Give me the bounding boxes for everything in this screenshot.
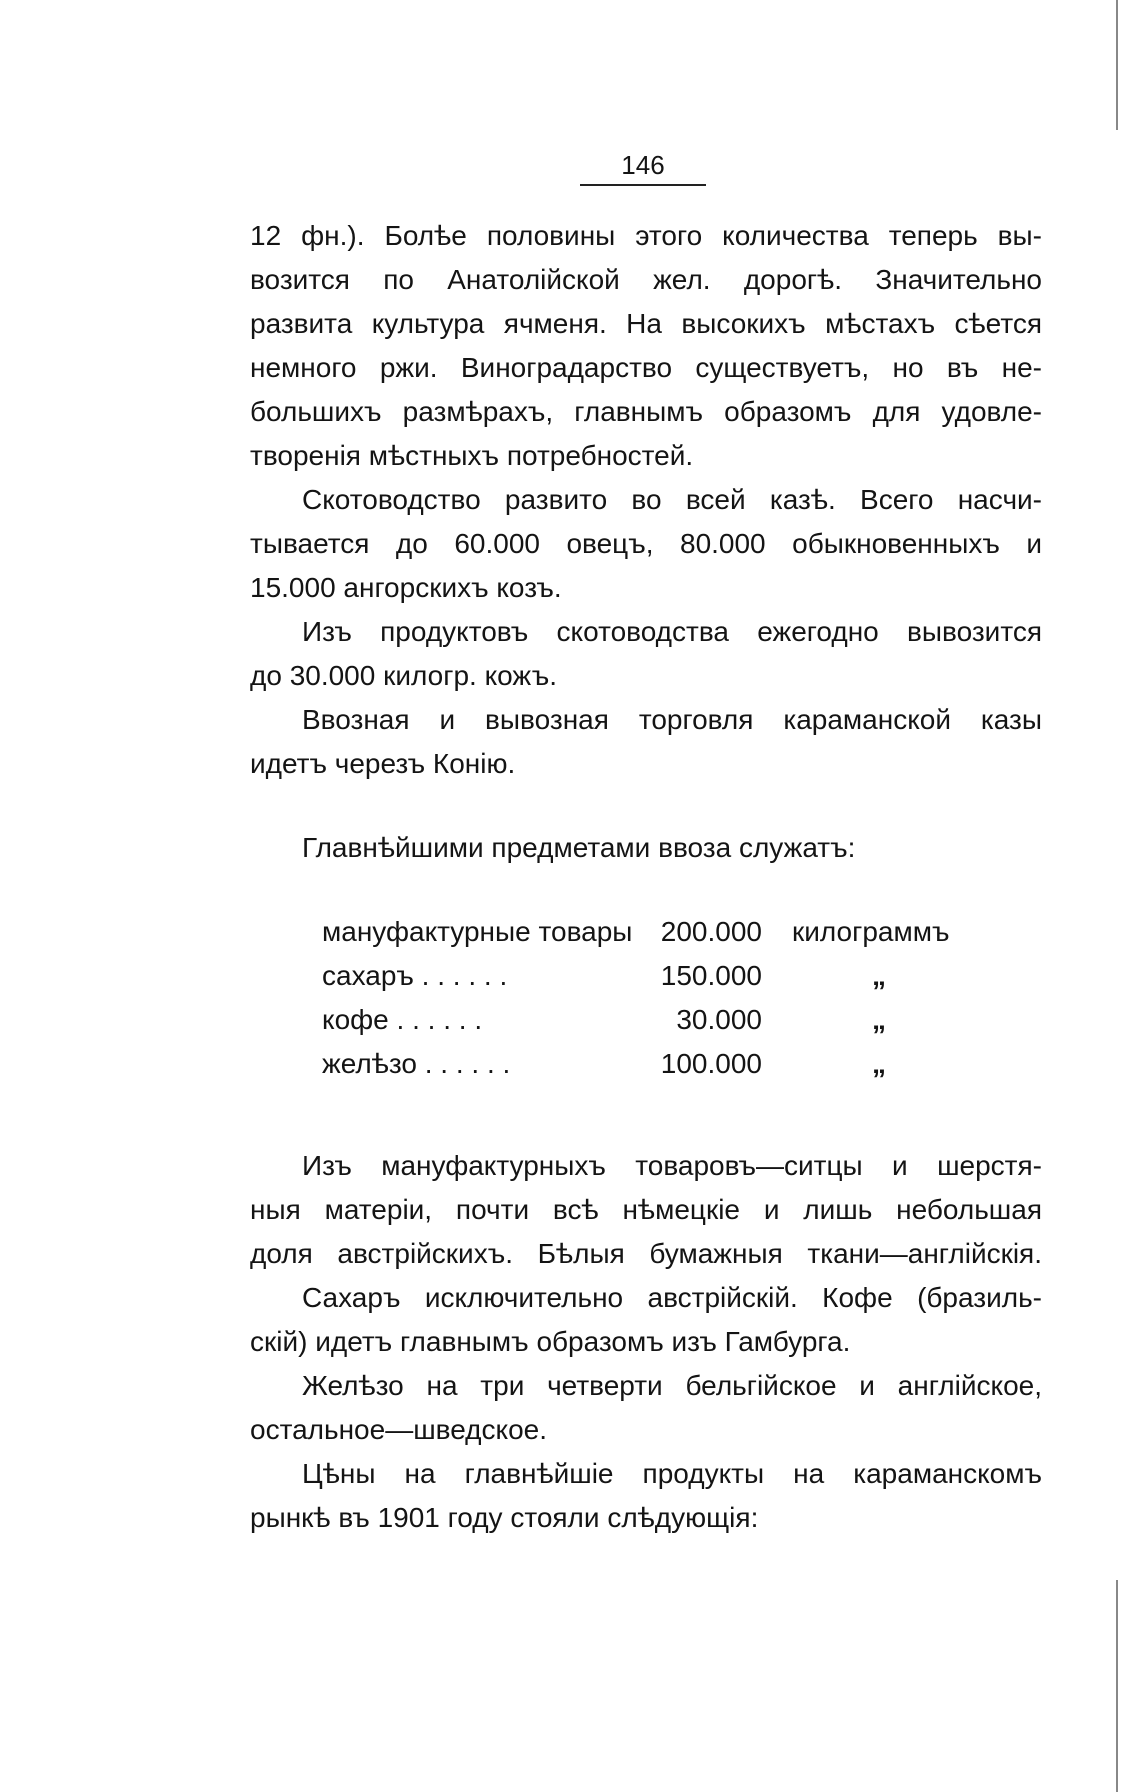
table-row	[322, 910, 1022, 954]
table-row	[322, 998, 1022, 1042]
text-line: идетъ черезъ Конію.	[250, 748, 516, 779]
table-row	[322, 954, 1022, 998]
text-line: Ввозная и вывозная торговля караманской казы	[302, 704, 1042, 735]
imports-heading-text: Главнѣйшими предметами ввоза служатъ:	[302, 832, 856, 863]
import-item: кофе . . . . . .	[322, 1004, 483, 1035]
import-quantity: 30.000	[676, 1004, 762, 1035]
paragraph-crops	[250, 214, 1042, 478]
paragraph-livestock	[250, 478, 1042, 610]
import-quantity: 200.000	[660, 916, 762, 947]
text-line: тывается до 60.000 овецъ, 80.000 обыкновенныхъ и	[250, 528, 1042, 559]
import-quantity: 150.000	[660, 960, 762, 991]
text-line: 12 фн.). Болѣе половины этого количества теперь вы-	[250, 220, 1042, 251]
page-number: 146	[621, 150, 665, 180]
text-line: развита культура ячменя. На высокихъ мѣстахъ сѣется	[250, 308, 1042, 339]
paragraph-textiles	[250, 1144, 1042, 1276]
import-item: сахаръ . . . . . .	[322, 960, 508, 991]
scan-edge-line	[1116, 0, 1118, 130]
text-line: Сахаръ исключительно австрійскій. Кофе (бразиль-	[302, 1282, 1042, 1313]
paragraph-prices	[250, 1452, 1042, 1540]
text-line: доля австрійскихъ. Бѣлыя бумажныя ткани—англійскія.	[250, 1238, 1042, 1269]
text-line: рынкѣ въ 1901 году стояли слѣдующія:	[250, 1502, 759, 1533]
text-line: Цѣны на главнѣйшіе продукты на караманскомъ	[302, 1458, 1042, 1489]
text-line: остальное—шведское.	[250, 1414, 547, 1445]
text-line: Скотоводство развито во всей казѣ. Всего насчи-	[302, 484, 1042, 515]
paragraph-sugar-coffee	[250, 1276, 1042, 1364]
text-line: возится по Анатолійской жел. дорогѣ. Значительно	[250, 264, 1042, 295]
paragraph-trade-route	[250, 698, 1042, 786]
paragraph-iron	[250, 1364, 1042, 1452]
text-line: Желѣзо на три четверти бельгійское и англійское,	[302, 1370, 1042, 1401]
table-row	[322, 1042, 1022, 1086]
paragraph-hides-export	[250, 610, 1042, 698]
import-item: мануфактурные товары	[322, 916, 633, 947]
import-quantity: 100.000	[660, 1048, 762, 1079]
ditto-mark: „	[872, 960, 886, 991]
text-line: 15.000 ангорскихъ козъ.	[250, 572, 562, 603]
text-line: творенія мѣстныхъ потребностей.	[250, 440, 694, 471]
import-unit: килограммъ	[792, 916, 950, 947]
scan-edge-line	[1116, 1580, 1118, 1792]
import-item: желѣзо . . . . . .	[322, 1048, 511, 1079]
text-line: немного ржи. Виноградарство существуетъ, но въ не-	[250, 352, 1042, 383]
text-line: ныя матеріи, почти всѣ нѣмецкіе и лишь небольшая	[250, 1194, 1042, 1225]
text-line: Изъ мануфактурныхъ товаровъ—ситцы и шерстя-	[302, 1150, 1042, 1181]
text-line: Изъ продуктовъ скотоводства ежегодно вывозится	[302, 616, 1042, 647]
page-number-rule	[580, 184, 706, 186]
text-line: большихъ размѣрахъ, главнымъ образомъ для удовле-	[250, 396, 1042, 427]
ditto-mark: „	[872, 1004, 886, 1035]
imports-table	[322, 910, 1022, 1086]
ditto-mark: „	[872, 1048, 886, 1079]
text-line: до 30.000 килогр. кожъ.	[250, 660, 558, 691]
imports-heading	[250, 826, 1042, 870]
text-line: скій) идетъ главнымъ образомъ изъ Гамбурга.	[250, 1326, 851, 1357]
